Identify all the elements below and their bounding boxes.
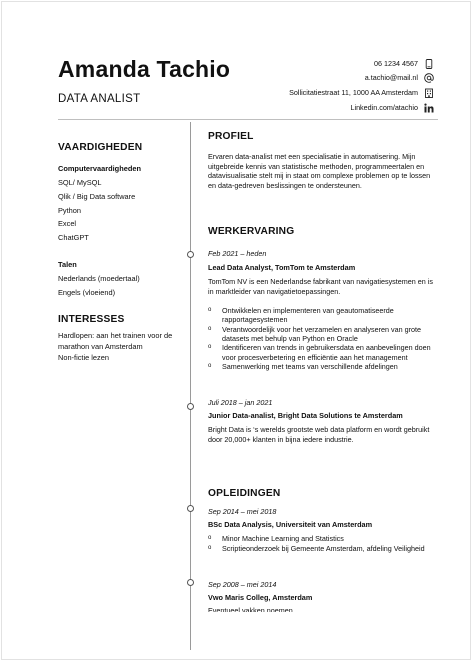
list-item (208, 544, 433, 553)
interest-item: Non-fictie lezen (58, 353, 109, 362)
profile-text: Ervaren data-analist met een specialisatie in automatisering. Mijn uitgebreide kennis van statistische methoden, programmeertalen en datavisualisatie stelt mij in staat om complexe problemen op te lossen en data-gedreven beslissingen te ondersteunen. (208, 152, 431, 190)
bullet-text: Samenwerking met teams van verschillende afdelingen (222, 362, 398, 372)
list-item (208, 325, 433, 343)
education-heading: OPLEIDINGEN (208, 488, 281, 499)
education-note-cutoff: Eventueel vakken noemen (208, 606, 293, 612)
list-item (208, 534, 433, 543)
skill-item: Qlik / Big Data software (58, 192, 136, 201)
languages-heading: Talen (58, 260, 77, 269)
list-item (208, 306, 433, 324)
contact-email (204, 72, 434, 84)
job-description: TomTom NV is een Nederlandse fabrikant van navigatiesystemen en is in marktleider van navigatietoepassingen. (208, 277, 433, 296)
bullet-marker: o (208, 344, 212, 351)
skills-heading: VAARDIGHEDEN (58, 142, 143, 153)
timeline-dot (187, 251, 194, 258)
contact-linkedin-text: Linkedin.com/atachio (350, 103, 418, 113)
education-title: BSc Data Analysis, Universiteit van Amsterdam (208, 520, 373, 529)
contact-linkedin (204, 102, 434, 114)
linkedin-icon (424, 103, 434, 113)
job-title: Junior Data-analist, Bright Data Solutions te Amsterdam (208, 411, 403, 420)
education-bullets (208, 534, 433, 553)
language-item: Nederlands (moedertaal) (58, 274, 140, 283)
timeline-line (190, 122, 191, 650)
list-item (208, 343, 433, 361)
education-title: Vwo Maris Colleg, Amsterdam (208, 593, 313, 602)
job-bullets (208, 306, 433, 372)
timeline-dot (187, 505, 194, 512)
phone-icon (424, 59, 434, 69)
bullet-marker: o (208, 363, 212, 370)
contact-phone (204, 58, 434, 70)
candidate-name: Amanda Tachio (58, 56, 231, 82)
skill-item: ChatGPT (58, 233, 89, 242)
job-title: Lead Data Analyst, TomTom te Amsterdam (208, 263, 356, 272)
education-date: Sep 2008 – mei 2014 (208, 580, 277, 589)
bullet-marker: o (208, 535, 212, 541)
list-item (208, 362, 433, 371)
bullet-text: Scriptieonderzoek bij Gemeente Amsterdam, afdeling Veiligheid (222, 543, 425, 553)
skill-item: Python (58, 206, 82, 215)
language-item: Engels (vloeiend) (58, 288, 116, 297)
timeline-dot (187, 403, 194, 410)
contact-email-text: a.tachio@mail.nl (364, 73, 418, 83)
header-divider (58, 119, 438, 120)
skill-item: Excel (58, 219, 77, 228)
at-icon (424, 73, 434, 83)
skill-item: SQL/ MySQL (58, 178, 102, 187)
job-title: DATA ANALIST (58, 93, 141, 105)
building-icon (424, 88, 434, 98)
education-date: Sep 2014 – mei 2018 (208, 507, 277, 516)
interests-heading: INTERESSES (58, 314, 125, 325)
profile-heading: PROFIEL (208, 131, 254, 142)
interest-item: Hardlopen: aan het trainen voor de marathon van Amsterdam (58, 331, 173, 351)
contact-address (204, 87, 434, 99)
bullet-marker: o (208, 307, 212, 313)
job-date: Juli 2018 – jan 2021 (208, 398, 273, 407)
experience-heading: WERKERVARING (208, 226, 295, 237)
bullet-text: Verantwoordelijk voor het verzamelen en analyseren van grote datasets met behulp van Python en Oracle (222, 324, 421, 343)
timeline-dot (187, 579, 194, 586)
bullet-marker: o (208, 544, 212, 551)
bullet-text: Minor Machine Learning and Statistics (222, 534, 344, 543)
bullet-text: Ontwikkelen en implementeren van geautomatiseerde rapportagesystemen (222, 306, 394, 325)
bullet-marker: o (208, 325, 212, 332)
contact-address-text: Sollicitatiestraat 11, 1000 AA Amsterdam (289, 88, 418, 98)
contact-phone-text: 06 1234 4567 (374, 59, 418, 69)
job-description: Bright Data is ‘s werelds grootste web data platform en wordt gebruikt door 20,000+ klanten in bijna iedere industrie. (208, 425, 430, 444)
job-date: Feb 2021 – heden (208, 249, 267, 258)
bullet-text: Identificeren van trends in gebruikersdata en aanbevelingen doen voor procesverbetering en efficiëntie aan het management (222, 343, 431, 362)
computer-skills-heading: Computervaardigheden (58, 164, 141, 173)
